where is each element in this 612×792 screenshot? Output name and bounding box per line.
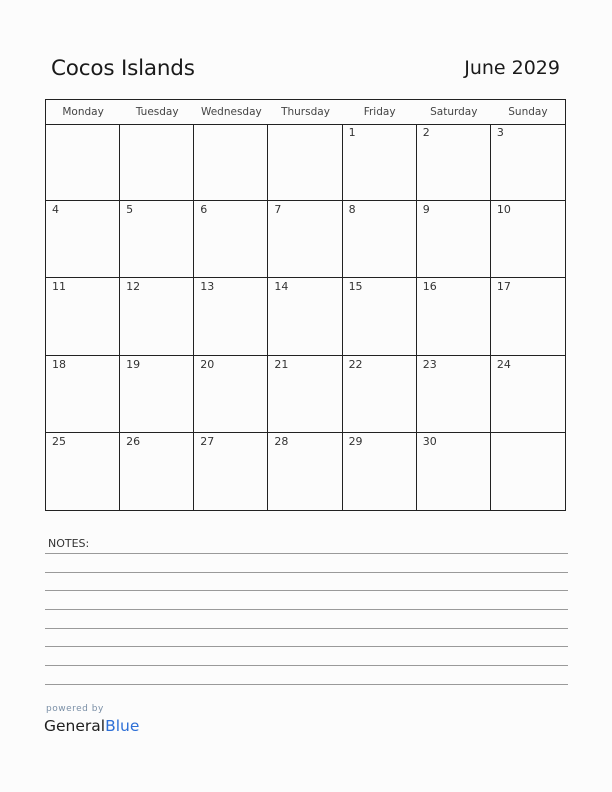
brand-name-general: General [44, 717, 106, 735]
day-cell [268, 201, 342, 278]
day-cell [194, 201, 268, 278]
note-line [45, 609, 568, 610]
day-number: 16 [422, 280, 437, 294]
weekday-friday: Friday [363, 106, 396, 118]
day-cell [194, 278, 268, 355]
day-number: 14 [274, 280, 289, 294]
day-cell [491, 433, 565, 510]
day-cell [268, 124, 342, 201]
day-number: 29 [348, 434, 363, 448]
day-cell [268, 356, 342, 433]
day-number: 12 [126, 280, 141, 294]
weekday-wednesday: Wednesday [200, 106, 262, 118]
note-line [45, 553, 568, 554]
note-line [45, 646, 568, 647]
weekday-thursday: Thursday [281, 106, 330, 118]
day-cell [343, 356, 417, 433]
day-cell [194, 356, 268, 433]
day-number: 6 [200, 203, 208, 217]
weekday-tuesday: Tuesday [135, 106, 179, 118]
notes-label: NOTES: [48, 537, 90, 550]
day-cell [491, 124, 565, 201]
day-cell [120, 124, 194, 201]
weekday-monday: Monday [62, 106, 104, 118]
day-number: 21 [274, 357, 289, 371]
calendar-grid [45, 99, 566, 511]
day-number: 18 [52, 357, 66, 371]
day-cell [268, 278, 342, 355]
day-number: 27 [200, 434, 215, 448]
day-number: 3 [496, 126, 504, 139]
note-line [45, 684, 568, 685]
day-number: 17 [496, 280, 511, 294]
brand-name-blue: Blue [105, 717, 140, 735]
day-number: 26 [126, 434, 141, 448]
page-title: Cocos Islands [51, 56, 195, 81]
day-cell [194, 433, 268, 510]
day-number: 9 [422, 203, 430, 217]
day-number: 4 [52, 203, 59, 217]
day-cell [417, 356, 491, 433]
day-number: 8 [348, 203, 356, 217]
day-cell [120, 433, 194, 510]
day-cell [417, 433, 491, 510]
day-number: 5 [126, 203, 134, 217]
day-cell [491, 278, 565, 355]
day-number: 7 [274, 203, 282, 217]
day-cell [343, 278, 417, 355]
day-number: 10 [496, 203, 511, 217]
note-line [45, 665, 568, 666]
day-cell [417, 201, 491, 278]
month-year: June 2029 [464, 57, 560, 79]
day-number: 20 [200, 357, 215, 371]
day-cell [194, 124, 268, 201]
note-line [45, 590, 568, 591]
day-number: 24 [496, 357, 511, 371]
day-number: 30 [422, 434, 437, 448]
powered-by-text: powered by [46, 704, 104, 714]
day-cell [343, 433, 417, 510]
day-grid [46, 124, 565, 510]
weekday-sunday: Sunday [508, 106, 548, 118]
day-cell [417, 124, 491, 201]
day-number: 28 [274, 434, 289, 448]
day-cell [491, 201, 565, 278]
day-cell [46, 433, 120, 510]
note-line [45, 628, 568, 629]
day-cell [46, 124, 120, 201]
day-number: 19 [126, 357, 141, 371]
day-cell [343, 201, 417, 278]
day-cell [268, 433, 342, 510]
day-cell [46, 278, 120, 355]
day-number: 11 [52, 280, 66, 294]
day-cell [46, 201, 120, 278]
day-number: 15 [348, 280, 363, 294]
weekday-saturday: Saturday [430, 106, 478, 118]
day-number: 22 [348, 357, 363, 371]
day-cell [120, 201, 194, 278]
day-number: 25 [52, 434, 66, 448]
day-cell [46, 356, 120, 433]
day-number: 1 [348, 126, 356, 139]
day-number: 23 [422, 357, 437, 371]
day-cell [417, 278, 491, 355]
brand-logo [44, 717, 139, 735]
day-cell [343, 124, 417, 201]
day-cell [120, 356, 194, 433]
day-cell [120, 278, 194, 355]
note-line [45, 572, 568, 573]
weekday-header-row [46, 100, 565, 125]
day-cell [491, 356, 565, 433]
day-number: 2 [422, 126, 430, 139]
day-number: 13 [200, 280, 215, 294]
